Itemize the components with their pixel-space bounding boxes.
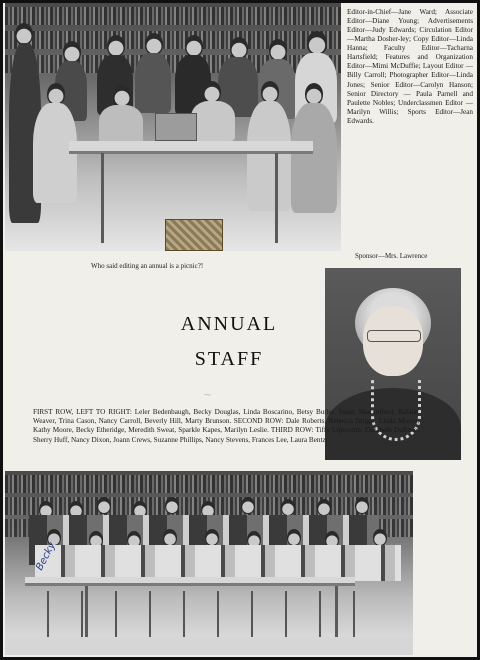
person-head [373,529,387,546]
person-head [63,41,81,63]
bookshelf [5,31,341,49]
person-head [185,35,203,57]
page-title-staff: STAFF [194,348,264,370]
bookshelf [5,7,341,25]
staff-credits: Editor-in-Chief—Jane Ward; Associate Editor—Diane Young; Advertisements Editor—Judy Edwards; Circulation Editor—Martha Dosher-ley; Copy Editor—Linda Hanna; Faculty Editor—Tacharna Hartsfield; Features and Organization Editor—Mimi McDuffie; Layout Editor — Billy Carroll; Photographer Editor—Linda Jones; Senior Editor—Carolyn Hanson; Senior Directory — Paula Parnell and Paulette Nobles; Underclassmen Editor — Marilyn Willis; Sports Editor—Jean Edwards. [347,8,473,125]
portrait-glasses [367,330,421,342]
person-head [307,31,327,55]
person-head [230,37,248,59]
person-body [247,101,291,211]
picnic-basket [165,219,223,251]
group-roll-names: FIRST ROW, LEFT TO RIGHT: Leler Bedenbaugh, Becky Douglas, Linda Boscarino, Betsy Butler, Susan Shackelford, Rafalar Weaver, Trina Cason, Nancy Carroll, Beverly Hill, Marty Brunson. SECOND ROW: Dale Roberts, Rebecca Briggs, Linda Moore, Kathy Moore, Becky Etheridge, Meredith Sweat, Sparkle Kapes, Marilyn Leslie. THIRD ROW: Tiffy Lipscomb, Elizabeth DuBose, Sherry Huff, Nancy Dixon, Joann Crews, Suzanne Phillips, Nancy Stevens, Frances Lee, Laura Bentz. [33,408,419,444]
person-head [287,529,301,546]
person-body [191,101,235,141]
person-body [135,53,171,113]
person-head [281,499,295,516]
group-table [25,577,355,586]
person-body [291,103,337,213]
person-head [269,39,287,61]
faint-handwriting: ~ [203,388,213,401]
handwritten-signature: Becky [34,540,59,573]
sponsor-caption: Sponsor—Mrs. Lawrence [355,252,428,260]
yearbook-page [3,3,477,657]
typewriter [155,113,197,141]
group-photo [5,471,413,655]
bookshelf [5,475,413,493]
person-head [205,529,219,546]
person-head [15,23,33,45]
floor [5,637,413,655]
person-head [165,497,179,514]
person-head [355,497,369,514]
table-leg [101,153,104,243]
person-body [99,105,143,145]
person-head [203,81,221,103]
person-head [305,83,323,105]
front-row-bodies [35,545,401,581]
editors-photo [5,3,341,251]
photo-caption: Who said editing an annual is a picnic?! [91,262,204,270]
person-head [261,81,279,103]
person-head [163,529,177,546]
person-head [241,497,255,514]
person-head [47,83,65,105]
page-title-annual: ANNUAL [180,313,278,335]
table-leg [275,153,278,243]
person-head [317,499,331,516]
person-head [145,33,163,55]
person-head [107,35,125,57]
person-head [97,497,111,514]
person-head [113,85,131,107]
